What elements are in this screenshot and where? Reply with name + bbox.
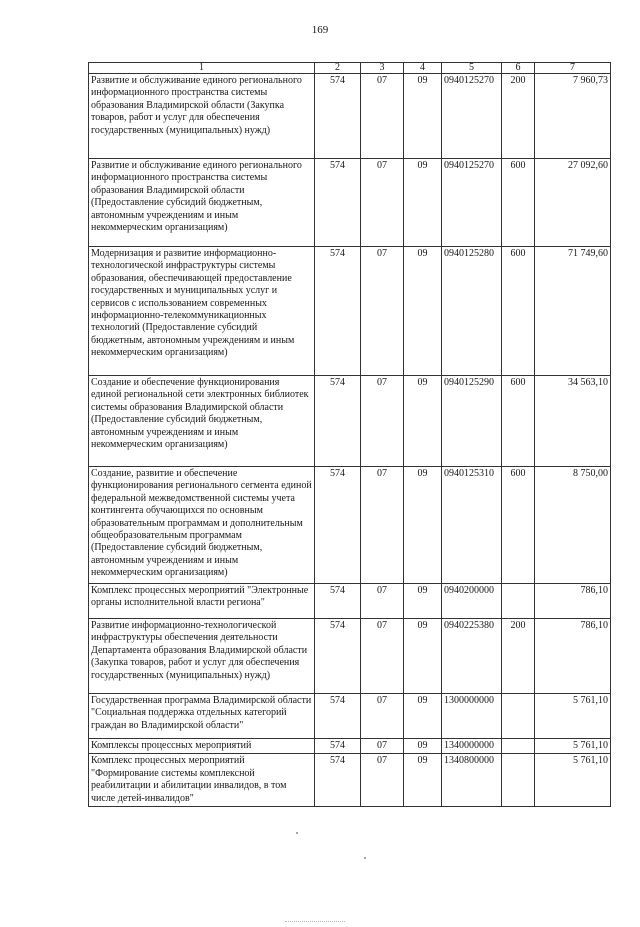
header-cell: 6 — [502, 63, 535, 74]
table-row — [89, 754, 611, 807]
row-amount: 5 761,10 — [535, 694, 611, 739]
row-expense-type: 200 — [502, 74, 535, 159]
table-row — [89, 247, 611, 376]
row-name: Государственная программа Владимирской области "Социальная поддержка отдельных категорий граждан во Владимирской области" — [89, 694, 315, 739]
table-header-row — [89, 63, 611, 74]
row-expense-type — [502, 739, 535, 754]
header-cell: 2 — [315, 63, 361, 74]
row-section: 07 — [361, 159, 404, 247]
row-section: 07 — [361, 376, 404, 467]
row-target-code: 1300000000 — [442, 694, 502, 739]
row-section: 07 — [361, 247, 404, 376]
row-section: 07 — [361, 694, 404, 739]
row-subsection: 09 — [404, 247, 442, 376]
row-subsection: 09 — [404, 584, 442, 619]
row-target-code: 0940125290 — [442, 376, 502, 467]
row-target-code: 1340800000 — [442, 754, 502, 807]
row-amount: 7 960,73 — [535, 74, 611, 159]
table-row — [89, 739, 611, 754]
row-name: Развитие информационно-технологической инфраструктуры обеспечения деятельности Департамента образования Владимирской области (Закупка товаров, работ и услуг для обеспечения государственных (муниципальных) нужд) — [89, 619, 315, 694]
row-subsection: 09 — [404, 376, 442, 467]
table-row — [89, 159, 611, 247]
scan-artifact-line — [285, 921, 345, 922]
row-amount: 71 749,60 — [535, 247, 611, 376]
table-row — [89, 74, 611, 159]
row-section: 07 — [361, 74, 404, 159]
row-expense-type: 600 — [502, 467, 535, 584]
table-row — [89, 467, 611, 584]
row-section: 07 — [361, 739, 404, 754]
row-name: Создание, развитие и обеспечение функционирования регионального сегмента единой федеральной межведомственной системы учета контингента обучающихся по основным образовательным программам и дополнительным общеобразовательным программам (Предоставление субсидий бюджетным, автономным учреждениям и иным некоммерческим организациям) — [89, 467, 315, 584]
row-expense-type: 600 — [502, 247, 535, 376]
row-target-code: 0940125280 — [442, 247, 502, 376]
header-cell: 5 — [442, 63, 502, 74]
page-number: 169 — [311, 24, 329, 36]
row-expense-type — [502, 584, 535, 619]
row-name: Комплекс процессных мероприятий "Формирование системы комплексной реабилитации и абилитации инвалидов, в том числе детей-инвалидов" — [89, 754, 315, 807]
row-section: 07 — [361, 584, 404, 619]
row-target-code: 0940125270 — [442, 159, 502, 247]
row-name: Развитие и обслуживание единого регионального информационного пространства системы образования Владимирской области (Закупка товаров, работ и услуг для обеспечения государственных (муниципальных) нужд) — [89, 74, 315, 159]
row-grbs: 574 — [315, 584, 361, 619]
row-subsection: 09 — [404, 159, 442, 247]
row-amount: 786,10 — [535, 619, 611, 694]
row-target-code: 0940125270 — [442, 74, 502, 159]
row-amount: 8 750,00 — [535, 467, 611, 584]
row-name: Модернизация и развитие информационно-технологической инфраструктуры системы образования, обеспечивающей предоставление государственных и муниципальных услуг и сервисов с использованием современных информационно-телекоммуникационных технологий (Предоставление субсидий бюджетным, автономным учреждениям и иным некоммерческим организациям) — [89, 247, 315, 376]
budget-table — [88, 62, 611, 807]
scan-speck — [296, 832, 298, 834]
row-grbs: 574 — [315, 74, 361, 159]
row-subsection: 09 — [404, 74, 442, 159]
row-section: 07 — [361, 467, 404, 584]
row-subsection: 09 — [404, 467, 442, 584]
scan-speck — [364, 857, 366, 859]
row-grbs: 574 — [315, 754, 361, 807]
table-row — [89, 694, 611, 739]
row-section: 07 — [361, 754, 404, 807]
header-cell: 1 — [89, 63, 315, 74]
row-section: 07 — [361, 619, 404, 694]
row-target-code: 0940125310 — [442, 467, 502, 584]
table-row — [89, 619, 611, 694]
row-subsection: 09 — [404, 739, 442, 754]
header-cell: 4 — [404, 63, 442, 74]
row-grbs: 574 — [315, 159, 361, 247]
row-grbs: 574 — [315, 739, 361, 754]
row-name: Создание и обеспечение функционирования единой региональной сети электронных библиотек системы образования Владимирской области (Предоставление субсидий бюджетным, автономным учреждениям и иным некоммерческим организациям) — [89, 376, 315, 467]
table-row — [89, 584, 611, 619]
row-amount: 34 563,10 — [535, 376, 611, 467]
row-name: Комплексы процессных мероприятий — [89, 739, 315, 754]
row-grbs: 574 — [315, 247, 361, 376]
header-cell: 3 — [361, 63, 404, 74]
row-name: Развитие и обслуживание единого регионального информационного пространства системы образования Владимирской области (Предоставление субсидий бюджетным, автономным учреждениям и иным некоммерческим организациям) — [89, 159, 315, 247]
row-expense-type: 600 — [502, 376, 535, 467]
header-cell: 7 — [535, 63, 611, 74]
row-target-code: 0940225380 — [442, 619, 502, 694]
row-amount: 27 092,60 — [535, 159, 611, 247]
row-grbs: 574 — [315, 694, 361, 739]
row-expense-type — [502, 754, 535, 807]
row-amount: 5 761,10 — [535, 739, 611, 754]
row-grbs: 574 — [315, 619, 361, 694]
row-grbs: 574 — [315, 467, 361, 584]
row-expense-type: 200 — [502, 619, 535, 694]
row-target-code: 0940200000 — [442, 584, 502, 619]
row-subsection: 09 — [404, 619, 442, 694]
row-grbs: 574 — [315, 376, 361, 467]
table-row — [89, 376, 611, 467]
row-subsection: 09 — [404, 694, 442, 739]
row-name: Комплекс процессных мероприятий "Электронные органы исполнительной власти региона" — [89, 584, 315, 619]
row-amount: 5 761,10 — [535, 754, 611, 807]
row-target-code: 1340000000 — [442, 739, 502, 754]
row-expense-type: 600 — [502, 159, 535, 247]
row-expense-type — [502, 694, 535, 739]
row-amount: 786,10 — [535, 584, 611, 619]
row-subsection: 09 — [404, 754, 442, 807]
